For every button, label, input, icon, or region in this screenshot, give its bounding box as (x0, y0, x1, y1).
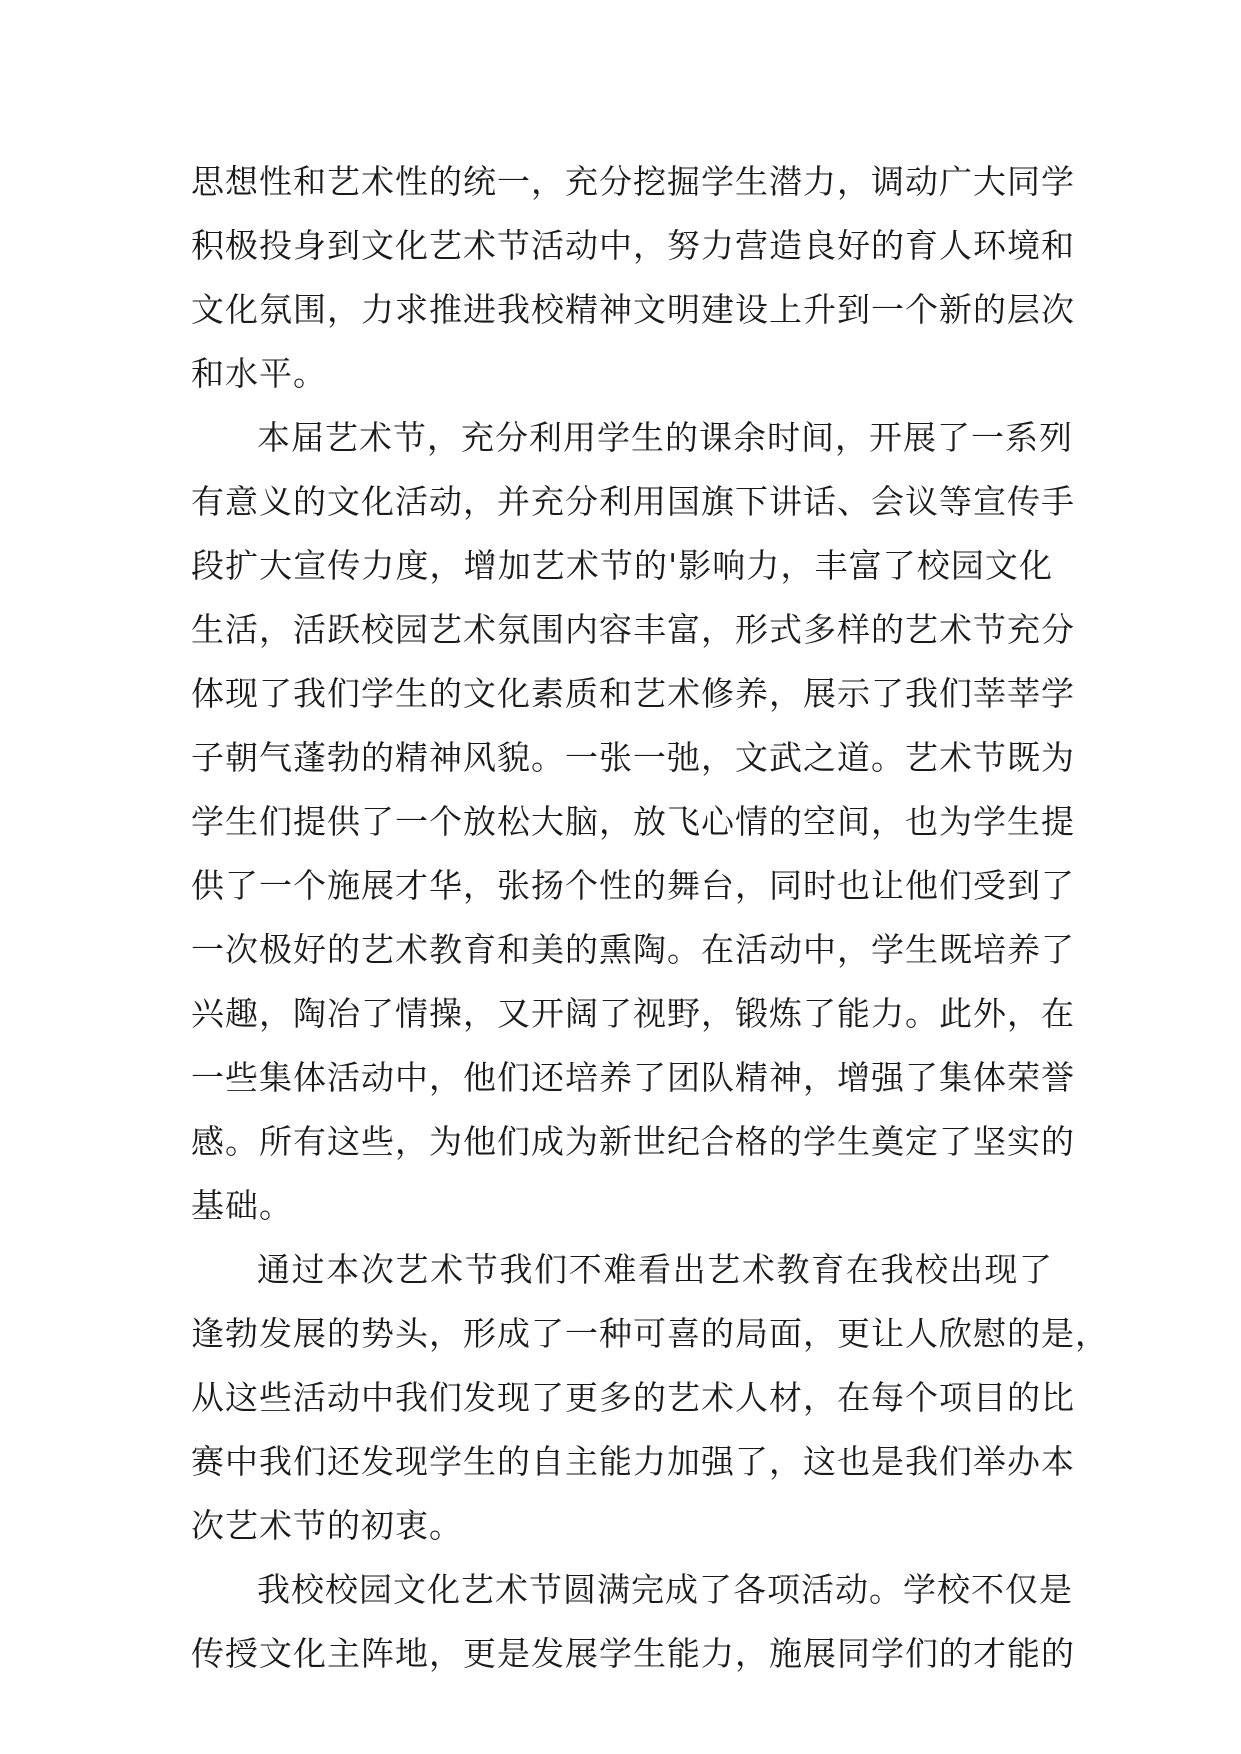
text-line: 本届艺术节，充分利用学生的课余时间，开展了一系列 (257, 418, 1073, 457)
text-line: 从这些活动中我们发现了更多的艺术人材，在每个项目的比 (191, 1378, 1075, 1417)
text-line: 思想性和艺术性的统一，充分挖掘学生潜力，调动广大同学 (191, 162, 1075, 201)
text-line: 一些集体活动中，他们还培养了团队精神，增强了集体荣誉 (191, 1058, 1075, 1097)
text-line: 段扩大宣传力度，增加艺术节的'影响力，丰富了校园文化 (191, 546, 1053, 585)
text-line: 次艺术节的初衷。 (191, 1506, 463, 1545)
text-line: 基础。 (191, 1186, 293, 1225)
text-line: 赛中我们还发现学生的自主能力加强了，这也是我们举办本 (191, 1442, 1075, 1481)
text-line: 和水平。 (191, 354, 327, 393)
paragraph-4 (191, 1558, 1075, 1686)
text-line: 生活，活跃校园艺术氛围内容丰富，形式多样的艺术节充分 (191, 610, 1075, 649)
text-line: 有意义的文化活动，并充分利用国旗下讲话、会议等宣传手 (191, 482, 1075, 521)
text-line: 我校校园文化艺术节圆满完成了各项活动。学校不仅是 (257, 1570, 1073, 1609)
text-line: 一次极好的艺术教育和美的熏陶。在活动中，学生既培养了 (191, 930, 1075, 969)
text-line: 兴趣，陶冶了情操，又开阔了视野，锻炼了能力。此外，在 (191, 994, 1075, 1033)
text-line: 子朝气蓬勃的精神风貌。一张一弛，文武之道。艺术节既为 (191, 738, 1075, 777)
document-body (191, 150, 1109, 1686)
text-line: 传授文化主阵地，更是发展学生能力，施展同学们的才能的 (191, 1634, 1075, 1673)
text-line: 通过本次艺术节我们不难看出艺术教育在我校出现了 (257, 1250, 1053, 1289)
text-line: 体现了我们学生的文化素质和艺术修养，展示了我们莘莘学 (191, 674, 1075, 713)
text-line: 供了一个施展才华，张扬个性的舞台，同时也让他们受到了 (191, 866, 1075, 905)
text-line: 文化氛围，力求推进我校精神文明建设上升到一个新的层次 (191, 290, 1075, 329)
text-line: 积极投身到文化艺术节活动中，努力营造良好的育人环境和 (191, 226, 1075, 265)
paragraph-2 (191, 406, 1075, 1238)
text-line: 学生们提供了一个放松大脑，放飞心情的空间，也为学生提 (191, 802, 1075, 841)
text-line: 逢勃发展的势头，形成了一种可喜的局面，更让人欣慰的是， (191, 1314, 1109, 1353)
text-line: 感。所有这些，为他们成为新世纪合格的学生奠定了坚实的 (191, 1122, 1075, 1161)
paragraph-1 (191, 150, 1075, 406)
paragraph-3 (191, 1238, 1109, 1558)
